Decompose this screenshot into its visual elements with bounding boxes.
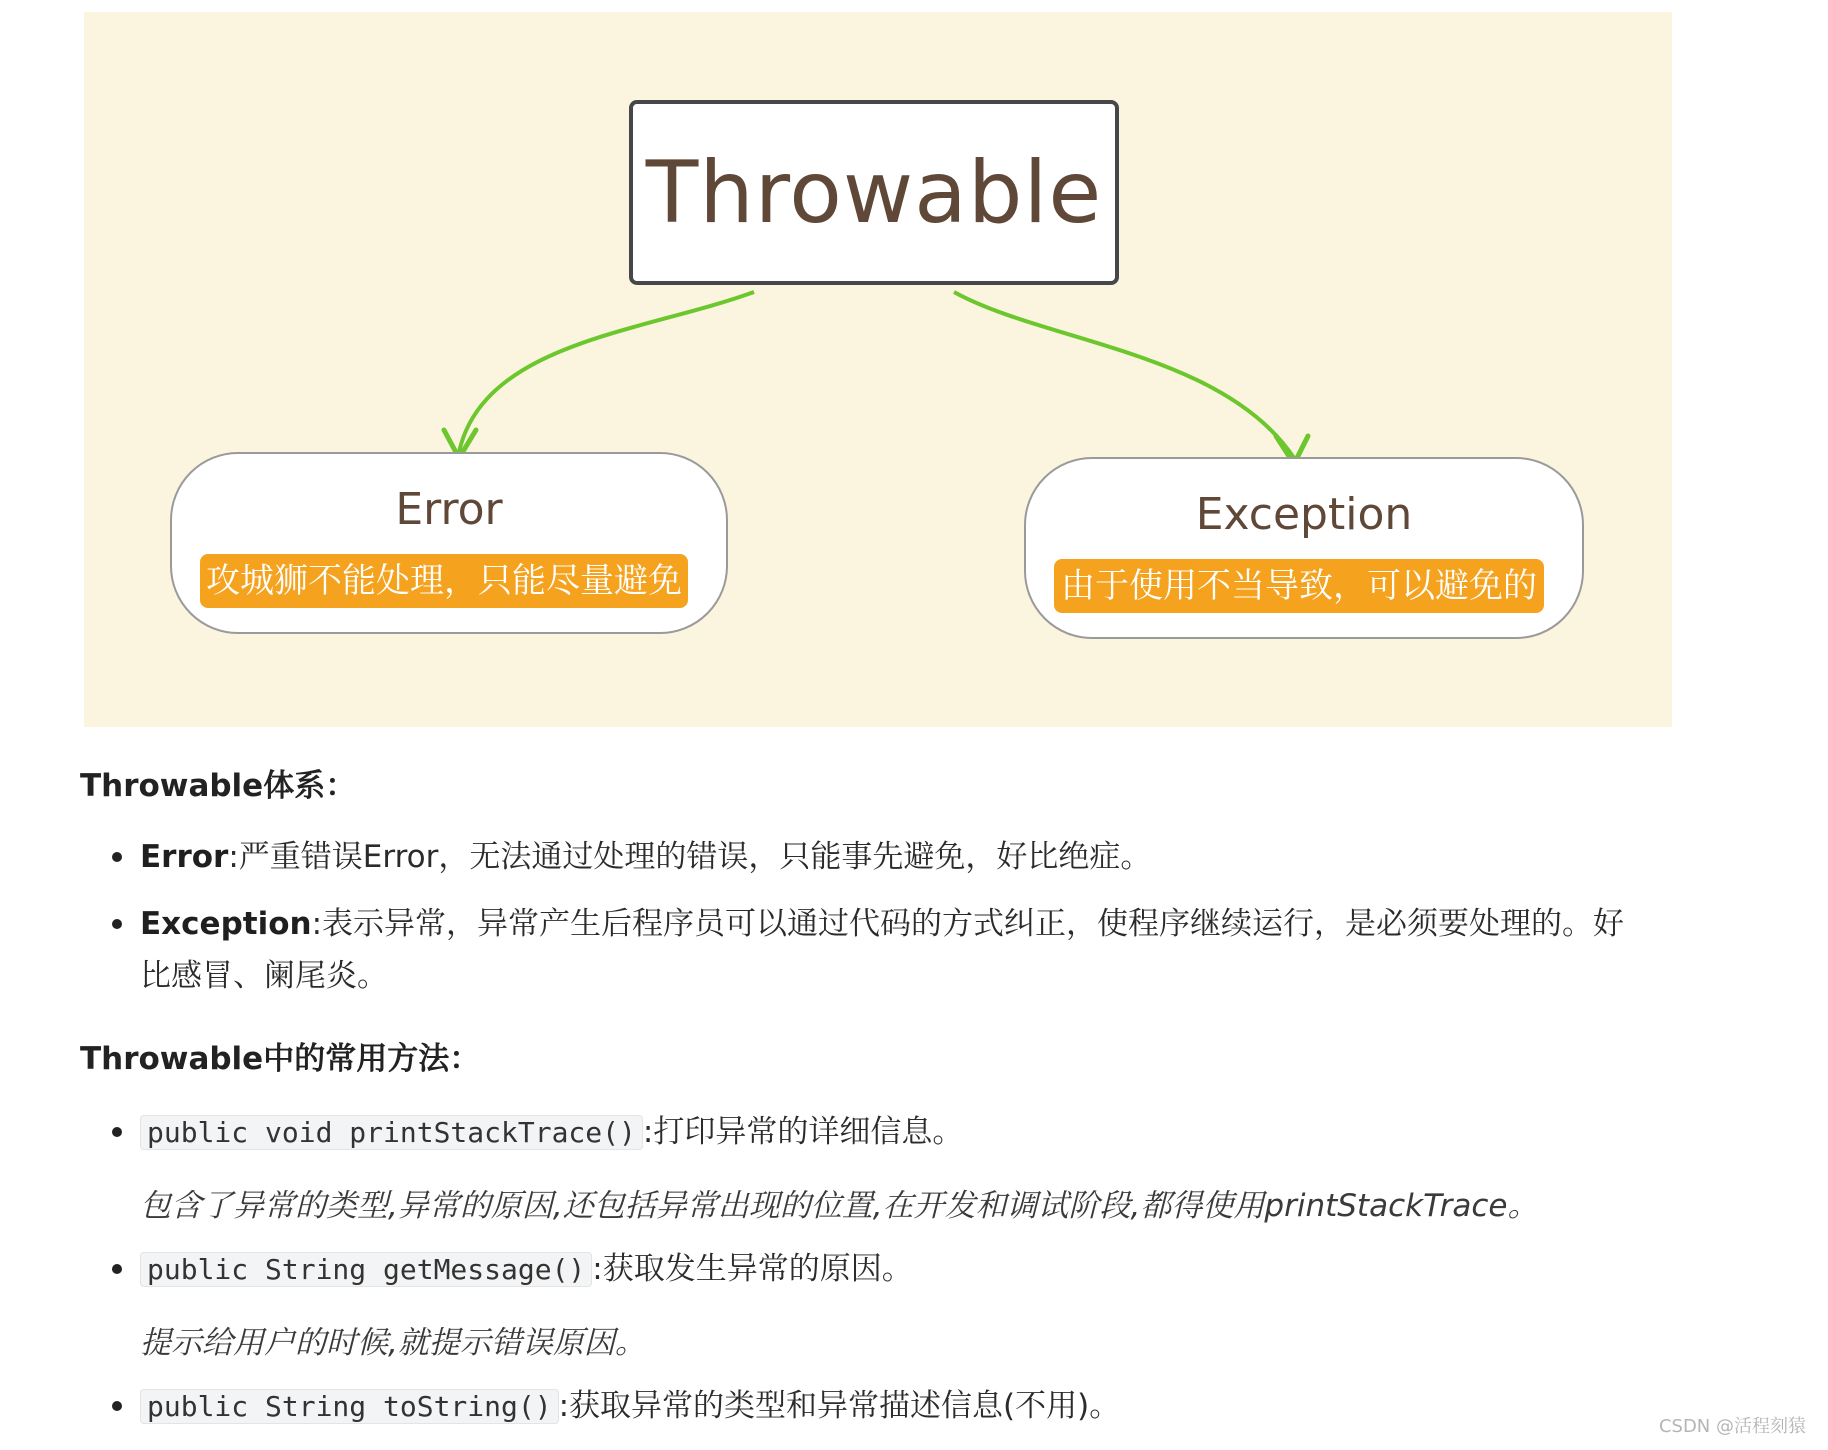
section-title-methods-colon: ： [449,1041,481,1077]
node-exception-label: Exception [1195,489,1413,540]
section-title-hierarchy-colon: ： [325,768,357,804]
node-error-label: Error [395,484,503,535]
bullet-icon [112,1401,122,1411]
desc-exception-cont: 比感冒、阑尾炎。 [140,958,388,994]
code-getmessage: public String getMessage() [140,1252,592,1287]
node-throwable [629,100,1119,285]
desc-getmessage: :获取发生异常的原因。 [592,1251,913,1287]
arrow-to-error [459,292,754,452]
throwable-diagram [84,12,1672,727]
node-error-note: 攻城狮不能处理，只能尽量避免 [200,554,688,608]
desc-error: :严重错误Error，无法通过处理的错误，只能事先避免，好比绝症。 [228,839,1152,875]
bullet-icon [112,1127,122,1137]
code-tostring: public String toString() [140,1389,559,1424]
bullet-icon [112,852,122,862]
desc-tostring: :获取异常的类型和异常描述信息(不用)。 [558,1388,1121,1424]
code-printstacktrace: public void printStackTrace() [140,1115,643,1150]
node-error [170,452,728,634]
watermark: CSDN @活程刻猿 [1658,1416,1806,1437]
list-item-error [140,831,1151,883]
section-title-methods-text: Throwable中的常用方法 [80,1041,450,1077]
note-printstacktrace: 包含了异常的类型,异常的原因,还包括异常出现的位置,在开发和调试阶段,都得使用printStackTrace。 [140,1188,1539,1224]
arrow-to-exception [954,292,1294,458]
term-exception: Exception [140,906,312,942]
desc-exception: :表示异常，异常产生后程序员可以通过代码的方式纠正，使程序继续运行，是必须要处理的。好 [311,906,1625,942]
desc-printstacktrace: :打印异常的详细信息。 [642,1114,964,1150]
section-title-hierarchy-text: Throwable体系 [80,768,326,804]
list-item-printstacktrace [140,1106,963,1159]
section-title-methods [80,1033,480,1078]
section-title-hierarchy [80,760,356,805]
list-item-exception [140,898,1624,1002]
list-item-getmessage [140,1243,913,1296]
node-exception [1024,457,1584,639]
bullet-icon [112,919,122,929]
note-getmessage: 提示给用户的时候,就提示错误原因。 [140,1325,646,1361]
bullet-icon [112,1264,122,1274]
node-exception-note: 由于使用不当导致，可以避免的 [1054,559,1544,613]
node-throwable-label: Throwable [645,142,1103,243]
list-item-tostring [140,1380,1120,1433]
term-error: Error [140,839,229,875]
